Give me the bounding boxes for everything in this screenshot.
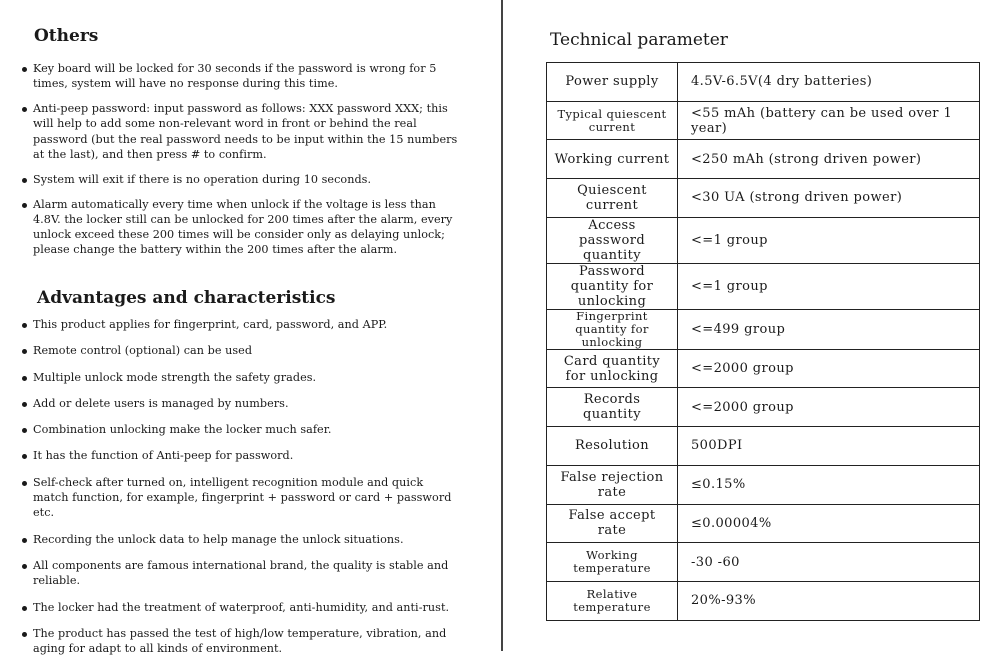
list-item: Multiple unlock mode strength the safety grades. xyxy=(20,370,460,385)
list-item: It has the function of Anti-peep for password. xyxy=(20,448,460,463)
table-row xyxy=(547,217,980,263)
param-value: <=1 group xyxy=(678,217,980,263)
param-value: <=1 group xyxy=(678,263,980,309)
param-name: Relative temperature xyxy=(547,581,678,620)
param-name: Records quantity xyxy=(547,388,678,427)
list-item: Key board will be locked for 30 seconds if the password is wrong for 5 times, system will have no response during this time. xyxy=(20,61,460,92)
advantages-heading: Advantages and characteristics xyxy=(37,288,336,308)
param-name: Working temperature xyxy=(547,543,678,582)
table-row xyxy=(547,388,980,427)
right-column xyxy=(505,0,1000,651)
param-value: ≤0.00004% xyxy=(678,504,980,543)
others-list xyxy=(20,61,460,267)
param-name: Power supply xyxy=(547,63,678,102)
column-divider xyxy=(501,0,503,651)
param-value: -30 -60 xyxy=(678,543,980,582)
list-item: This product applies for fingerprint, card, password, and APP. xyxy=(20,317,460,332)
table-row xyxy=(547,504,980,543)
param-value: 500DPI xyxy=(678,427,980,466)
param-value: <30 UA (strong driven power) xyxy=(678,179,980,218)
left-column xyxy=(0,0,500,656)
param-name: Access password quantity xyxy=(547,217,678,263)
list-item: Anti-peep password: input password as follows: XXX password XXX; this will help to add some non-relevant word in front or behind the real password (but the real password needs to be input within the 15 numbers at the last), and then press # to confirm. xyxy=(20,101,460,162)
technical-heading: Technical parameter xyxy=(550,30,728,50)
param-value: ≤0.15% xyxy=(678,465,980,504)
param-value: <=2000 group xyxy=(678,388,980,427)
list-item: Self-check after turned on, intelligent recognition module and quick match function, for example, fingerprint + password or card + password etc. xyxy=(20,475,460,521)
param-name: Fingerprint quantity for unlocking xyxy=(547,309,678,349)
param-value: 20%-93% xyxy=(678,581,980,620)
param-value: 4.5V-6.5V(4 dry batteries) xyxy=(678,63,980,102)
table-row xyxy=(547,349,980,388)
list-item: The locker had the treatment of waterproof, anti-humidity, and anti-rust. xyxy=(20,600,460,615)
table-row xyxy=(547,465,980,504)
table-row xyxy=(547,427,980,466)
param-value: <55 mAh (battery can be used over 1 year) xyxy=(678,101,980,140)
list-item: Recording the unlock data to help manage the unlock situations. xyxy=(20,532,460,547)
table-row xyxy=(547,309,980,349)
list-item: Remote control (optional) can be used xyxy=(20,343,460,358)
list-item: Combination unlocking make the locker much safer. xyxy=(20,422,460,437)
param-value: <250 mAh (strong driven power) xyxy=(678,140,980,179)
param-name: False accept rate xyxy=(547,504,678,543)
param-name: Typical quiescent current xyxy=(547,101,678,140)
table-row xyxy=(547,140,980,179)
table-row xyxy=(547,179,980,218)
table-row xyxy=(547,263,980,309)
list-item: The product has passed the test of high/low temperature, vibration, and aging for adapt to all kinds of environment. xyxy=(20,626,460,657)
param-name: False rejection rate xyxy=(547,465,678,504)
parameter-table xyxy=(546,62,980,621)
others-heading: Others xyxy=(34,26,99,46)
param-name: Password quantity for unlocking xyxy=(547,263,678,309)
table-row xyxy=(547,543,980,582)
list-item: All components are famous international brand, the quality is stable and reliable. xyxy=(20,558,460,589)
table-row xyxy=(547,63,980,102)
table-row xyxy=(547,581,980,620)
param-value: <=499 group xyxy=(678,309,980,349)
param-name: Resolution xyxy=(547,427,678,466)
list-item: Add or delete users is managed by numbers. xyxy=(20,396,460,411)
param-value: <=2000 group xyxy=(678,349,980,388)
list-item: System will exit if there is no operation during 10 seconds. xyxy=(20,172,460,187)
param-name: Quiescent current xyxy=(547,179,678,218)
param-name: Card quantity for unlocking xyxy=(547,349,678,388)
advantages-list xyxy=(20,317,460,667)
param-name: Working current xyxy=(547,140,678,179)
list-item: Alarm automatically every time when unlock if the voltage is less than 4.8V. the locker still can be unlocked for 200 times after the alarm, every unlock exceed these 200 times will be consider only as delaying unlock; please change the battery within the 200 times after the alarm. xyxy=(20,197,460,258)
table-row xyxy=(547,101,980,140)
